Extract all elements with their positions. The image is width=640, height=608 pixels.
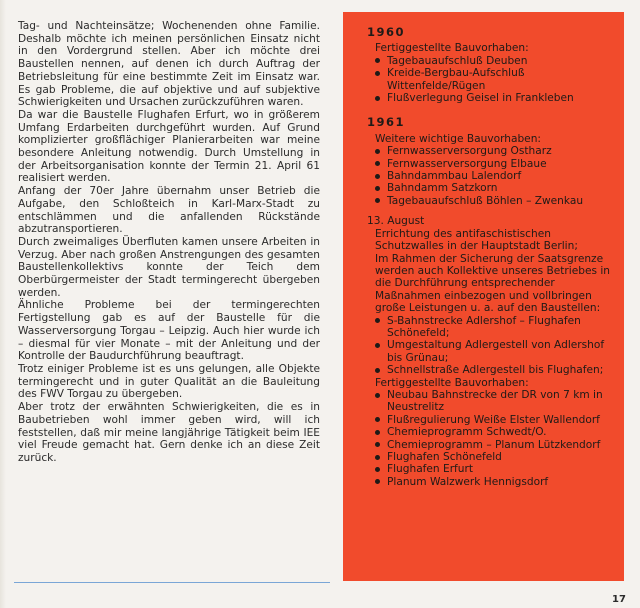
page-number: 17: [612, 594, 626, 605]
paragraph: Anfang der 70er Jahre übernahm unser Betrieb die Aufgabe, den Schloßteich in Karl-Marx-Stadt zu entschlämmen und die anfallenden Rückstände abzutransportieren.: [18, 185, 320, 236]
page-fold-shadow: [0, 0, 6, 608]
left-text-column: [18, 20, 320, 465]
paragraph: Aber trotz der erwähnten Schwierigkeiten, die es in Baubetrieben wohl immer geben wird, will ich feststellen, daß mir meine langjährige Tätigkeit beim IEE viel Freude gemacht hat. Gern denke ich an diese Zeit zurück.: [18, 401, 320, 464]
list-item: Fernwasserversorgung Elbaue: [375, 158, 612, 170]
list-item: Bahndamm Satzkorn: [375, 182, 612, 194]
chronology-panel: [343, 12, 624, 581]
year-heading-1960: 1960: [367, 25, 406, 39]
section-heading: Fertiggestellte Bauvorhaben:: [375, 42, 529, 55]
list-item: S-Bahnstrecke Adlershof – Flughafen Schönefeld;: [375, 315, 612, 340]
list-item: Fernwasserversorgung Ostharz: [375, 145, 612, 157]
project-list-1961: [367, 145, 612, 207]
list-item: Planum Walzwerk Hennigsdorf: [375, 476, 612, 488]
list-item: Chemieprogramm Schwedt/O.: [375, 426, 612, 438]
column-divider-rule: [14, 582, 330, 583]
event-text: Errichtung des antifaschistischen Schutzwalles in der Hauptstadt Berlin;: [375, 227, 578, 253]
list-item: Chemieprogramm – Planum Lützkendorf: [375, 439, 612, 451]
paragraph: Ähnliche Probleme bei der termingerechten Fertigstellung gab es auf der Baustelle für die Wasserversorgung Torgau – Leipzig. Auch hier wurde ich – diesmal für vier Monate – mit der Anleitung und der Kontrolle der Baudurchführung beauftragt.: [18, 299, 320, 363]
date-heading: 13. August: [367, 215, 425, 228]
paragraph: Tag- und Nachteinsätze; Wochenenden ohne Familie. Deshalb möchte ich meinen persönlichen Einsatz nicht in den Vordergrund stellen. Aber ich möchte drei Baustellen nennen, auf denen ich durch Auftrag der Betriebsleitung für eine bestimmte Zeit im Einsatz war. Es gab Probleme, die auf objektive und auf subjektive Schwierigkeiten und Ursachen zurückzuführen waren.: [18, 20, 320, 109]
paragraph: Trotz einiger Probleme ist es uns gelungen, alle Objekte termingerecht und in guter Qualität an die Bauleitung des FWV Torgau zu übergeben.: [18, 362, 320, 401]
event-text: Im Rahmen der Sicherung der Saatsgrenze werden auch Kollektive unseres Betriebes in die Durchführung entsprechender Maßnahmen einbezogen und vollbringen große Leistungen u. a. auf den Baustellen:: [375, 252, 611, 315]
list-item: Flughafen Erfurt: [375, 463, 612, 475]
paragraph: Da war die Baustelle Flughafen Erfurt, wo in größerem Umfang Erdarbeiten durchgeführt wurden. Auf Grund komplizierter großflächiger Planierarbeiten war meine besondere Anleitung notwendig. Durch Umstellung in der Arbeitsorganisation konnte der Termin 21. April 61 realisiert werden.: [18, 108, 320, 185]
list-item: Tagebauaufschluß Böhlen – Zwenkau: [375, 195, 612, 207]
list-item: Umgestaltung Adlergestell von Adlershof bis Grünau;: [375, 339, 612, 364]
list-item: Tagebauaufschluß Deuben: [375, 55, 612, 67]
year-heading-1961: 1961: [367, 115, 406, 130]
list-item: Flußverlegung Geisel in Frankleben: [375, 92, 612, 104]
project-list-1960: [367, 55, 612, 105]
list-item: Kreide-Bergbau-Aufschluß Wittenfelde/Rügen: [375, 67, 612, 92]
section-heading: Weitere wichtige Bauvorhaben:: [375, 132, 541, 145]
list-item: Flußregulierung Weiße Elster Wallendorf: [375, 414, 612, 426]
list-item: Flughafen Schönefeld: [375, 451, 612, 463]
completed-project-list: [367, 389, 612, 488]
list-item: Bahndammbau Lalendorf: [375, 170, 612, 182]
list-item: Neubau Bahnstrecke der DR von 7 km in Neustrelitz: [375, 389, 612, 414]
construction-site-list: [367, 315, 612, 377]
list-item: Schnellstraße Adlergestell bis Flughafen;: [375, 364, 612, 376]
section-heading: Fertiggestellte Bauvorhaben:: [375, 376, 529, 389]
paragraph: Durch zweimaliges Überfluten kamen unsere Arbeiten in Verzug. Aber nach großen Anstrengungen des gesamten Baustellenkollektivs konnte der Teich dem Oberbürgermeister der Stadt termingerecht übergeben werden.: [18, 235, 320, 299]
